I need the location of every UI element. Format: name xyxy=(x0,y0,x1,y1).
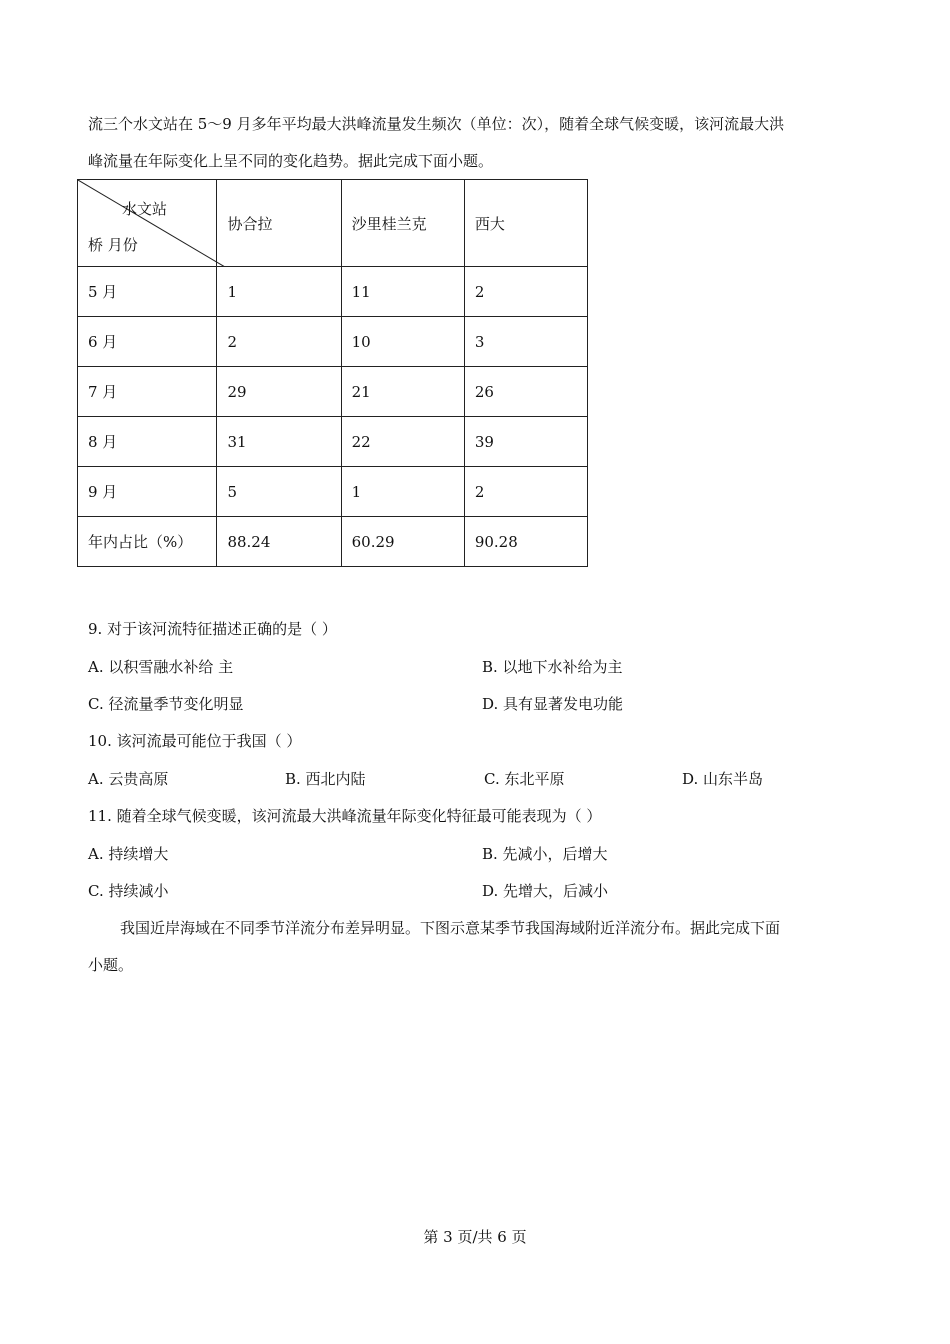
question-10-option-d: D. 山东半岛 xyxy=(682,770,764,788)
table-cell: 11 xyxy=(341,267,464,317)
table-header-row xyxy=(78,180,588,267)
table-cell: 2 xyxy=(464,467,587,517)
question-11-option-d: D. 先增大，后减小 xyxy=(482,882,609,900)
question-10-option-b: B. 西北内陆 xyxy=(285,770,366,788)
question-9-option-b: B. 以地下水补给为主 xyxy=(482,658,623,676)
question-11-option-a: A. 持续增大 xyxy=(88,845,169,863)
table-corner-cell xyxy=(78,180,217,267)
table-cell: 29 xyxy=(217,367,341,417)
table-cell: 22 xyxy=(341,417,464,467)
question-11-stem: 11. 随着全球气候变暖，该河流最大洪峰流量年际变化特征最可能表现为（ ） xyxy=(88,807,602,825)
row-label: 5 月 xyxy=(78,267,217,317)
row-label: 6 月 xyxy=(78,317,217,367)
row-label: 年内占比（%） xyxy=(78,517,217,567)
outro-paragraph xyxy=(88,910,878,984)
table-cell: 2 xyxy=(464,267,587,317)
corner-label-month: 桥 月份 xyxy=(88,236,138,254)
question-10-stem: 10. 该河流最可能位于我国（ ） xyxy=(88,732,302,750)
table-cell: 1 xyxy=(341,467,464,517)
question-11-option-b: B. 先减小，后增大 xyxy=(482,845,608,863)
question-11-option-c: C. 持续减小 xyxy=(88,882,169,900)
table-cell: 2 xyxy=(217,317,341,367)
table-row xyxy=(78,367,588,417)
table-cell: 90.28 xyxy=(464,517,587,567)
table-header-cell: 沙里桂兰克 xyxy=(341,180,464,267)
table-cell: 10 xyxy=(341,317,464,367)
table-row xyxy=(78,467,588,517)
table-cell: 60.29 xyxy=(341,517,464,567)
table-header-cell: 西大 xyxy=(464,180,587,267)
intro-line-2: 峰流量在年际变化上呈不同的变化趋势。据此完成下面小题。 xyxy=(88,152,494,170)
table-cell: 5 xyxy=(217,467,341,517)
question-9-option-d: D. 具有显著发电功能 xyxy=(482,695,624,713)
table-row xyxy=(78,517,588,567)
table-cell: 3 xyxy=(464,317,587,367)
table-cell: 39 xyxy=(464,417,587,467)
corner-label-station: 水文站 xyxy=(122,200,168,218)
table-row xyxy=(78,267,588,317)
table-cell: 21 xyxy=(341,367,464,417)
outro-line-1: 我国近岸海域在不同季节洋流分布差异明显。下图示意某季节我国海域附近洋流分布。据此完成下面 xyxy=(120,919,781,937)
row-label: 9 月 xyxy=(78,467,217,517)
question-9-option-a: A. 以积雪融水补给 主 xyxy=(88,658,234,676)
row-label: 8 月 xyxy=(78,417,217,467)
row-label: 7 月 xyxy=(78,367,217,417)
table-cell: 31 xyxy=(217,417,341,467)
intro-paragraph xyxy=(88,106,878,180)
table-row xyxy=(78,317,588,367)
question-9-option-c: C. 径流量季节变化明显 xyxy=(88,695,244,713)
table-header-cell: 协合拉 xyxy=(217,180,341,267)
flood-frequency-table xyxy=(77,179,588,567)
intro-line-1: 流三个水文站在 5～9 月多年平均最大洪峰流量发生频次（单位：次），随着全球气候变暖，该河流最大洪 xyxy=(88,115,785,133)
question-9-stem: 9. 对于该河流特征描述正确的是（ ） xyxy=(88,620,337,638)
table-row xyxy=(78,417,588,467)
question-10-option-a: A. 云贵高原 xyxy=(88,770,169,788)
outro-line-2: 小题。 xyxy=(88,956,134,974)
table-cell: 1 xyxy=(217,267,341,317)
question-10-option-c: C. 东北平原 xyxy=(484,770,565,788)
table-cell: 88.24 xyxy=(217,517,341,567)
table-cell: 26 xyxy=(464,367,587,417)
page-number: 第 3 页/共 6 页 xyxy=(423,1228,527,1246)
